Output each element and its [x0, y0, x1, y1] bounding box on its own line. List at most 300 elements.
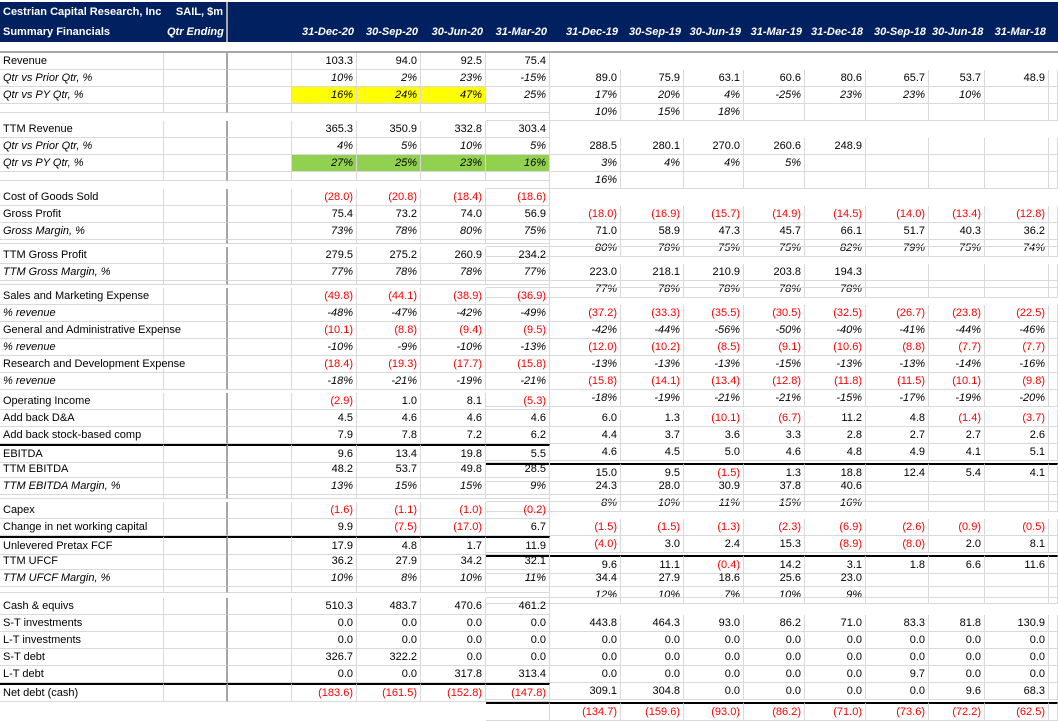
value-cell[interactable]: 1.3	[621, 410, 684, 427]
empty-cell[interactable]	[164, 632, 228, 649]
value-cell[interactable]: -15%	[486, 70, 550, 87]
value-cell[interactable]: 79%	[866, 240, 929, 257]
value-cell[interactable]: (8.8)	[357, 322, 421, 339]
value-cell[interactable]: 11%	[486, 570, 550, 587]
value-cell[interactable]: 5%	[486, 138, 550, 155]
value-cell[interactable]: -13%	[805, 356, 866, 373]
empty-cell[interactable]	[1049, 632, 1058, 649]
value-cell[interactable]: (159.6)	[621, 702, 684, 721]
value-cell[interactable]: 2.7	[929, 427, 985, 444]
value-cell[interactable]: 20%	[621, 87, 684, 104]
value-cell[interactable]: 0.0	[985, 632, 1049, 649]
value-cell[interactable]: 0.0	[744, 683, 805, 700]
value-cell[interactable]: 75%	[684, 240, 744, 257]
value-cell[interactable]	[929, 264, 985, 281]
value-cell[interactable]	[866, 181, 929, 190]
value-cell[interactable]: 9%	[486, 478, 550, 495]
value-cell[interactable]: (18.0)	[550, 206, 621, 223]
value-cell[interactable]	[929, 244, 985, 248]
value-cell[interactable]: 77%	[550, 281, 621, 298]
value-cell[interactable]: 48.9	[985, 70, 1049, 87]
value-cell[interactable]: 275.2	[357, 247, 421, 264]
empty-cell[interactable]	[164, 373, 228, 390]
empty-cell[interactable]	[228, 288, 292, 305]
value-cell[interactable]	[357, 281, 421, 285]
value-cell[interactable]: 9.6	[550, 555, 621, 574]
empty-cell[interactable]	[1049, 427, 1058, 444]
empty-cell[interactable]	[164, 305, 228, 322]
value-cell[interactable]: 0.0	[744, 666, 805, 683]
value-cell[interactable]: (161.5)	[357, 683, 421, 702]
empty-cell[interactable]	[164, 223, 228, 240]
value-cell[interactable]: (0.4)	[684, 555, 744, 574]
value-cell[interactable]: 9.5	[621, 463, 684, 482]
value-cell[interactable]: 92.5	[421, 53, 486, 70]
value-cell[interactable]: (17.0)	[421, 519, 486, 536]
value-cell[interactable]: -9%	[357, 339, 421, 356]
value-cell[interactable]: 1.7	[421, 536, 486, 555]
value-cell[interactable]: 4.5	[292, 410, 357, 427]
value-cell[interactable]: 11.6	[985, 555, 1049, 574]
value-cell[interactable]: 48.2	[292, 461, 357, 478]
value-cell[interactable]: 75.9	[621, 70, 684, 87]
value-cell[interactable]: (49.8)	[292, 288, 357, 305]
value-cell[interactable]: 0.0	[292, 615, 357, 632]
value-cell[interactable]	[550, 499, 621, 503]
value-cell[interactable]: 2.6	[985, 427, 1049, 444]
value-cell[interactable]	[805, 285, 866, 289]
value-cell[interactable]: 223.0	[550, 264, 621, 281]
value-cell[interactable]: 34.4	[550, 570, 621, 587]
value-cell[interactable]: (33.3)	[621, 305, 684, 322]
value-cell[interactable]: 9.6	[929, 683, 985, 700]
value-cell[interactable]: 23%	[866, 87, 929, 104]
value-cell[interactable]: 0.0	[805, 632, 866, 649]
empty-cell[interactable]	[1049, 322, 1058, 339]
value-cell[interactable]: 309.1	[550, 683, 621, 700]
value-cell[interactable]: -15%	[744, 356, 805, 373]
empty-cell[interactable]	[228, 104, 292, 113]
value-cell[interactable]: 4.6	[744, 444, 805, 461]
value-cell[interactable]: 10%	[929, 87, 985, 104]
empty-cell[interactable]	[228, 121, 292, 138]
value-cell[interactable]: 71.0	[550, 223, 621, 240]
value-cell[interactable]: -17%	[866, 390, 929, 407]
value-cell[interactable]	[805, 113, 866, 122]
value-cell[interactable]: 510.3	[292, 598, 357, 615]
value-cell[interactable]: (22.5)	[985, 305, 1049, 322]
value-cell[interactable]: 78%	[357, 223, 421, 240]
value-cell[interactable]	[985, 181, 1049, 190]
row-label[interactable]: S-T debt	[0, 649, 164, 666]
empty-cell[interactable]	[164, 70, 228, 87]
value-cell[interactable]: -13%	[550, 356, 621, 373]
empty-cell[interactable]	[228, 502, 292, 519]
column-header-date[interactable]: 31-Mar-18	[994, 26, 1046, 38]
value-cell[interactable]: (72.2)	[929, 702, 985, 721]
row-label[interactable]: L-T debt	[0, 666, 164, 683]
value-cell[interactable]: 18%	[684, 104, 744, 121]
value-cell[interactable]: (9.4)	[421, 322, 486, 339]
value-cell[interactable]: 260.9	[421, 247, 486, 264]
row-label[interactable]: Capex	[0, 502, 164, 519]
column-header-date[interactable]: 30-Jun-18	[932, 26, 984, 38]
empty-cell[interactable]	[164, 553, 228, 570]
row-label[interactable]: % revenue	[0, 373, 164, 390]
value-cell[interactable]: -19%	[421, 373, 486, 390]
value-cell[interactable]: 6.0	[550, 410, 621, 427]
value-cell[interactable]	[985, 499, 1049, 503]
value-cell[interactable]: 1.3	[744, 463, 805, 482]
value-cell[interactable]: (86.2)	[744, 702, 805, 721]
value-cell[interactable]: -44%	[621, 322, 684, 339]
value-cell[interactable]: 12.4	[866, 463, 929, 482]
value-cell[interactable]: (1.4)	[929, 410, 985, 427]
row-label[interactable]: TTM UFCF Margin, %	[0, 570, 164, 587]
value-cell[interactable]: 210.9	[684, 264, 744, 281]
column-header-date[interactable]: 31-Mar-20	[495, 26, 547, 38]
value-cell[interactable]: 0.0	[684, 666, 744, 683]
value-cell[interactable]: 234.2	[486, 247, 550, 264]
value-cell[interactable]: 28.0	[621, 478, 684, 495]
value-cell[interactable]: 0.0	[744, 632, 805, 649]
value-cell[interactable]: 3.7	[621, 427, 684, 444]
value-cell[interactable]: (10.1)	[929, 373, 985, 390]
value-cell[interactable]: 483.7	[357, 598, 421, 615]
value-cell[interactable]: 0.0	[805, 649, 866, 666]
value-cell[interactable]: (0.9)	[929, 519, 985, 536]
empty-cell[interactable]	[164, 502, 228, 519]
value-cell[interactable]: 25%	[486, 87, 550, 104]
value-cell[interactable]: (14.9)	[744, 206, 805, 223]
value-cell[interactable]	[929, 138, 985, 155]
empty-cell[interactable]	[228, 495, 292, 499]
value-cell[interactable]: 11.2	[805, 410, 866, 427]
value-cell[interactable]: 0.0	[357, 632, 421, 649]
value-cell[interactable]: -56%	[684, 322, 744, 339]
empty-cell[interactable]	[164, 495, 228, 499]
value-cell[interactable]: 0.0	[929, 632, 985, 649]
value-cell[interactable]	[550, 113, 621, 122]
row-label[interactable]: S-T investments	[0, 615, 164, 632]
empty-cell[interactable]	[228, 570, 292, 587]
value-cell[interactable]: (18.4)	[292, 356, 357, 373]
empty-cell[interactable]	[164, 247, 228, 264]
value-cell[interactable]: (8.5)	[684, 339, 744, 356]
value-cell[interactable]: (8.9)	[805, 536, 866, 553]
value-cell[interactable]: -15%	[805, 390, 866, 407]
value-cell[interactable]: (11.8)	[805, 373, 866, 390]
value-cell[interactable]: 86.2	[744, 615, 805, 632]
value-cell[interactable]	[866, 499, 929, 503]
value-cell[interactable]: (0.5)	[985, 519, 1049, 536]
row-label[interactable]: TTM EBITDA Margin, %	[0, 478, 164, 495]
column-header-date[interactable]: 30-Sep-20	[366, 26, 418, 38]
value-cell[interactable]: (10.1)	[292, 322, 357, 339]
value-cell[interactable]: (1.5)	[684, 463, 744, 482]
value-cell[interactable]: (15.8)	[486, 356, 550, 373]
value-cell[interactable]: (9.8)	[985, 373, 1049, 390]
value-cell[interactable]: (147.8)	[486, 683, 550, 702]
empty-cell[interactable]	[164, 104, 228, 113]
value-cell[interactable]: 10%	[292, 570, 357, 587]
row-label[interactable]: Qtr vs Prior Qtr, %	[0, 138, 164, 155]
row-label[interactable]: Revenue	[0, 53, 164, 70]
empty-cell[interactable]	[1049, 206, 1058, 223]
empty-cell[interactable]	[228, 264, 292, 281]
empty-cell[interactable]	[1049, 356, 1058, 373]
value-cell[interactable]: 270.0	[684, 138, 744, 155]
value-cell[interactable]: 0.0	[357, 666, 421, 683]
empty-cell[interactable]	[228, 632, 292, 649]
value-cell[interactable]: (5.3)	[486, 393, 550, 410]
empty-cell[interactable]	[164, 206, 228, 223]
value-cell[interactable]: 4.6	[357, 410, 421, 427]
value-cell[interactable]: 365.3	[292, 121, 357, 138]
value-cell[interactable]: 2.7	[866, 427, 929, 444]
value-cell[interactable]: 3%	[550, 155, 621, 172]
empty-cell[interactable]	[1049, 181, 1058, 190]
empty-cell[interactable]	[1049, 444, 1058, 461]
value-cell[interactable]	[929, 499, 985, 503]
value-cell[interactable]: 8%	[550, 495, 621, 512]
value-cell[interactable]: 4.8	[805, 444, 866, 461]
value-cell[interactable]: 11%	[684, 495, 744, 512]
value-cell[interactable]: -46%	[985, 322, 1049, 339]
value-cell[interactable]: (1.3)	[684, 519, 744, 536]
empty-cell[interactable]	[228, 189, 292, 206]
value-cell[interactable]: -13%	[684, 356, 744, 373]
empty-cell[interactable]	[1049, 649, 1058, 666]
value-cell[interactable]: (73.6)	[866, 702, 929, 721]
value-cell[interactable]	[866, 570, 929, 587]
value-cell[interactable]: (37.2)	[550, 305, 621, 322]
value-cell[interactable]: 80.6	[805, 70, 866, 87]
value-cell[interactable]	[684, 244, 744, 248]
value-cell[interactable]: 58.9	[621, 223, 684, 240]
value-cell[interactable]	[929, 181, 985, 190]
value-cell[interactable]: 13%	[292, 478, 357, 495]
value-cell[interactable]: 218.1	[621, 264, 684, 281]
value-cell[interactable]: (8.8)	[866, 339, 929, 356]
value-cell[interactable]	[292, 240, 357, 244]
value-cell[interactable]: 75%	[744, 240, 805, 257]
empty-cell[interactable]	[228, 305, 292, 322]
company-name[interactable]: Cestrian Capital Research, Inc	[3, 6, 162, 18]
empty-cell[interactable]	[1049, 223, 1058, 240]
value-cell[interactable]: 9.7	[866, 666, 929, 683]
value-cell[interactable]: 19.8	[421, 444, 486, 463]
row-label[interactable]: Unlevered Pretax FCF	[0, 536, 164, 555]
value-cell[interactable]: -21%	[486, 373, 550, 390]
row-label[interactable]: Sales and Marketing Expense	[0, 288, 164, 305]
value-cell[interactable]: 443.8	[550, 615, 621, 632]
value-cell[interactable]: 15%	[621, 104, 684, 121]
value-cell[interactable]: 10%	[421, 138, 486, 155]
value-cell[interactable]: 303.4	[486, 121, 550, 138]
empty-cell[interactable]	[164, 615, 228, 632]
value-cell[interactable]: 4%	[684, 87, 744, 104]
value-cell[interactable]: -10%	[421, 339, 486, 356]
value-cell[interactable]	[805, 155, 866, 172]
empty-cell[interactable]	[164, 519, 228, 536]
value-cell[interactable]: 10%	[550, 104, 621, 121]
value-cell[interactable]: 10%	[421, 570, 486, 587]
value-cell[interactable]	[866, 264, 929, 281]
value-cell[interactable]: 0.0	[866, 683, 929, 700]
value-cell[interactable]: (18.4)	[421, 189, 486, 206]
value-cell[interactable]: 0.0	[684, 683, 744, 700]
empty-cell[interactable]	[164, 53, 228, 70]
value-cell[interactable]: 11.9	[486, 536, 550, 555]
value-cell[interactable]: (10.6)	[805, 339, 866, 356]
row-label[interactable]: Net debt (cash)	[0, 683, 164, 702]
value-cell[interactable]: -42%	[421, 305, 486, 322]
value-cell[interactable]: -21%	[744, 390, 805, 407]
empty-cell[interactable]	[228, 373, 292, 390]
value-cell[interactable]: 2.0	[929, 536, 985, 553]
row-label[interactable]: Gross Margin, %	[0, 223, 164, 240]
value-cell[interactable]: 73.2	[357, 206, 421, 223]
empty-cell[interactable]	[164, 172, 228, 181]
row-label[interactable]: Change in net working capital	[0, 519, 164, 536]
empty-cell[interactable]	[228, 410, 292, 427]
value-cell[interactable]: 6.2	[486, 427, 550, 444]
value-cell[interactable]: 74.0	[421, 206, 486, 223]
value-cell[interactable]	[421, 240, 486, 244]
value-cell[interactable]: 24.3	[550, 478, 621, 495]
value-cell[interactable]	[866, 593, 929, 599]
value-cell[interactable]: (14.1)	[621, 373, 684, 390]
value-cell[interactable]: 82%	[805, 240, 866, 257]
value-cell[interactable]: 89.0	[550, 70, 621, 87]
value-cell[interactable]: 0.0	[621, 666, 684, 683]
value-cell[interactable]: (6.9)	[805, 519, 866, 536]
value-cell[interactable]: 0.0	[805, 666, 866, 683]
value-cell[interactable]: 81.8	[929, 615, 985, 632]
empty-cell[interactable]	[1049, 410, 1058, 427]
empty-cell[interactable]	[228, 519, 292, 536]
value-cell[interactable]	[866, 155, 929, 172]
empty-cell[interactable]	[1049, 478, 1058, 495]
value-cell[interactable]: 0.0	[929, 666, 985, 683]
value-cell[interactable]: -13%	[486, 339, 550, 356]
value-cell[interactable]: 75.4	[292, 206, 357, 223]
value-cell[interactable]: (13.4)	[929, 206, 985, 223]
value-cell[interactable]: (36.9)	[486, 288, 550, 305]
value-cell[interactable]: -40%	[805, 322, 866, 339]
value-cell[interactable]	[929, 593, 985, 599]
value-cell[interactable]: (19.3)	[357, 356, 421, 373]
empty-cell[interactable]	[228, 247, 292, 264]
empty-cell[interactable]	[1049, 702, 1058, 721]
value-cell[interactable]: (18.6)	[486, 189, 550, 206]
value-cell[interactable]: (71.0)	[805, 702, 866, 721]
value-cell[interactable]: 11.1	[621, 555, 684, 574]
value-cell[interactable]: 203.8	[744, 264, 805, 281]
value-cell[interactable]: 12%	[550, 587, 621, 604]
value-cell[interactable]	[929, 285, 985, 289]
row-label[interactable]	[0, 172, 164, 181]
column-header-date[interactable]: 31-Mar-19	[750, 26, 802, 38]
value-cell[interactable]: (1.0)	[421, 502, 486, 519]
value-cell[interactable]: 0.0	[357, 615, 421, 632]
value-cell[interactable]: 5.4	[929, 463, 985, 482]
value-cell[interactable]: -14%	[929, 356, 985, 373]
value-cell[interactable]: (17.7)	[421, 356, 486, 373]
row-label[interactable]: Add back D&A	[0, 410, 164, 427]
value-cell[interactable]: 350.9	[357, 121, 421, 138]
value-cell[interactable]: 78%	[621, 281, 684, 298]
row-label[interactable]: General and Administrative Expense	[0, 322, 164, 339]
value-cell[interactable]: 1.0	[357, 393, 421, 410]
value-cell[interactable]: (14.0)	[866, 206, 929, 223]
value-cell[interactable]: (93.0)	[684, 702, 744, 721]
value-cell[interactable]	[985, 285, 1049, 289]
empty-cell[interactable]	[228, 223, 292, 240]
value-cell[interactable]	[292, 587, 357, 593]
value-cell[interactable]	[421, 281, 486, 285]
value-cell[interactable]	[684, 499, 744, 503]
value-cell[interactable]: (28.0)	[292, 189, 357, 206]
empty-cell[interactable]	[228, 461, 292, 478]
value-cell[interactable]: (15.8)	[550, 373, 621, 390]
spacer-cell[interactable]	[486, 181, 550, 190]
empty-cell[interactable]	[164, 393, 228, 410]
empty-cell[interactable]	[164, 570, 228, 587]
value-cell[interactable]	[929, 478, 985, 495]
value-cell[interactable]	[744, 113, 805, 122]
value-cell[interactable]: 7.2	[421, 427, 486, 444]
value-cell[interactable]: (20.8)	[357, 189, 421, 206]
value-cell[interactable]: -13%	[621, 356, 684, 373]
value-cell[interactable]: 0.0	[929, 649, 985, 666]
value-cell[interactable]: 4.9	[866, 444, 929, 461]
value-cell[interactable]: -41%	[866, 322, 929, 339]
empty-cell[interactable]	[164, 666, 228, 683]
empty-cell[interactable]	[164, 138, 228, 155]
empty-cell[interactable]	[1049, 519, 1058, 536]
empty-header-cell[interactable]	[228, 22, 292, 42]
empty-cell[interactable]	[228, 427, 292, 444]
empty-cell[interactable]	[164, 461, 228, 478]
value-cell[interactable]	[357, 240, 421, 244]
value-cell[interactable]: 34.2	[421, 553, 486, 570]
value-cell[interactable]: 4.4	[550, 427, 621, 444]
value-cell[interactable]: 40.3	[929, 223, 985, 240]
value-cell[interactable]	[985, 87, 1049, 104]
empty-cell[interactable]	[228, 587, 292, 593]
row-label[interactable]	[0, 587, 164, 593]
value-cell[interactable]	[866, 138, 929, 155]
value-cell[interactable]: 332.8	[421, 121, 486, 138]
value-cell[interactable]: 0.0	[550, 649, 621, 666]
empty-cell[interactable]	[1049, 666, 1058, 683]
value-cell[interactable]: 23.0	[805, 570, 866, 587]
value-cell[interactable]: 194.3	[805, 264, 866, 281]
value-cell[interactable]: -18%	[550, 390, 621, 407]
row-label[interactable]: L-T investments	[0, 632, 164, 649]
value-cell[interactable]: 5.1	[985, 444, 1049, 461]
value-cell[interactable]: 27%	[292, 155, 357, 172]
value-cell[interactable]: 15%	[357, 478, 421, 495]
value-cell[interactable]	[292, 495, 357, 499]
value-cell[interactable]: 93.0	[684, 615, 744, 632]
value-cell[interactable]: 15%	[744, 495, 805, 512]
row-label[interactable]: Research and Development Expense	[0, 356, 164, 373]
value-cell[interactable]: 36.2	[292, 553, 357, 570]
column-header-date[interactable]: 30-Jun-19	[689, 26, 741, 38]
